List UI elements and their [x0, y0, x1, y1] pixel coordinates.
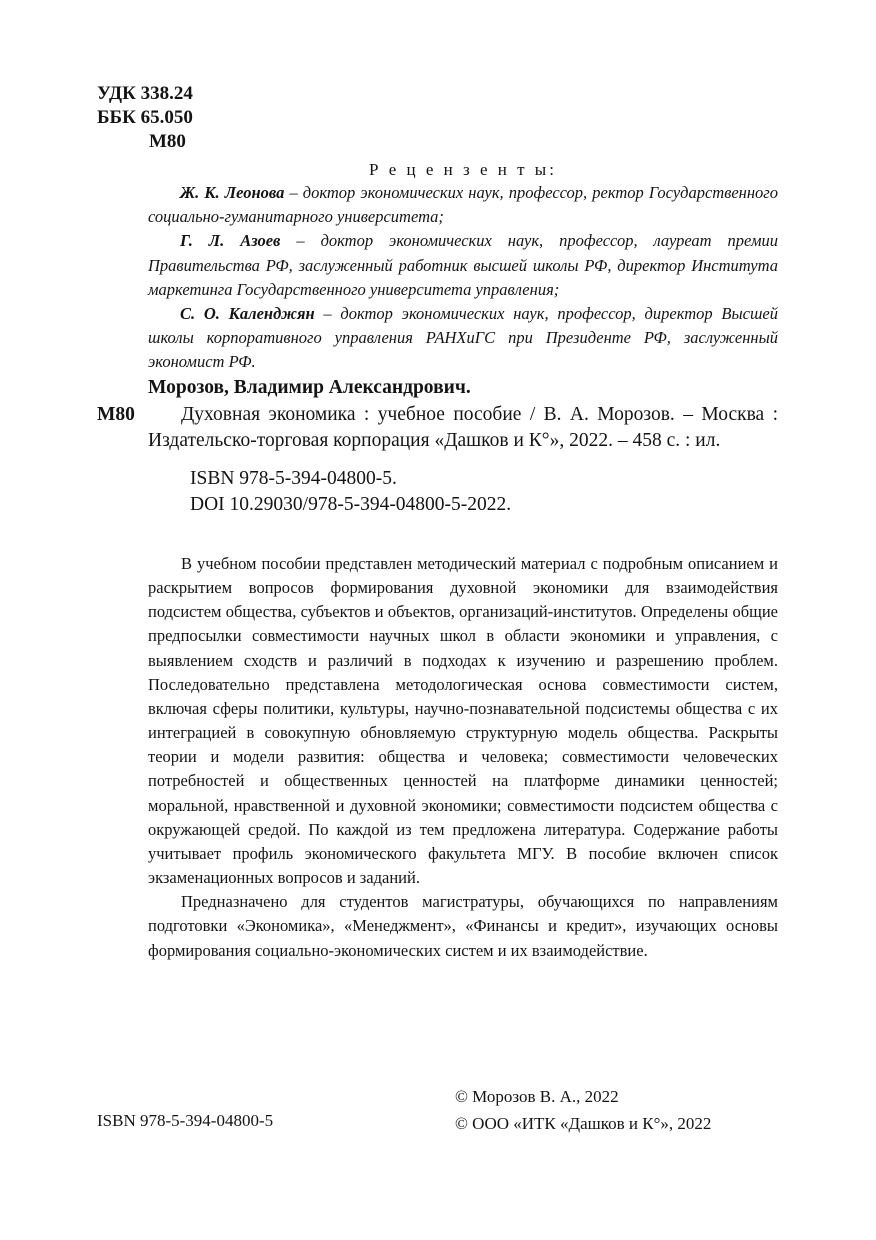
annotation-audience-paragraph: Предназначено для студентов магистратуры, обучающихся по направлениям подготовки «Экономика», «Менеджмент», «Финансы и кредит», изучающих основы формирования социально-экономических систем и их взаимодействие. [148, 892, 778, 960]
reviewer-name: Ж. К. Леонова [180, 183, 285, 202]
reviewer-entry [148, 229, 778, 302]
book-doi: DOI 10.29030/978-5-394-04800-5-2022. [190, 494, 512, 515]
book-annotation [148, 552, 778, 963]
reviewer-name: С. О. Календжян [180, 304, 315, 324]
reviewer-entry [148, 302, 778, 375]
reviewer-description: – доктор экономических наук, профессор, ректор Государственного социально-гуманитарного университета; [148, 183, 778, 227]
bibliographic-record [97, 374, 778, 518]
udk-code: УДК 338.24 [97, 83, 193, 104]
reviewer-description: – доктор экономических наук, профессор, лауреат премии Правительства РФ, заслуженный работник высшей школы РФ, директор Института маркетинга Государственного университета управления; [148, 231, 778, 299]
book-author: Морозов, Владимир Александрович. [148, 377, 471, 398]
book-isbn: ISBN 978-5-394-04800-5. [190, 468, 397, 489]
copyright-publisher: © ООО «ИТК «Дашков и К°», 2022 [455, 1114, 712, 1133]
copyright-block [455, 1083, 711, 1137]
entry-author-sign: М80 [97, 404, 135, 425]
reviewer-entry [148, 181, 778, 229]
author-sign-code: М80 [149, 131, 186, 152]
book-title-text: Духовная экономика : учебное пособие / В. А. Морозов. – Москва : Издательско-торговая корпорация «Дашков и К°», 2022. – 458 с. : ил. [148, 404, 778, 451]
reviewers-heading: Р е ц е н з е н т ы: [369, 160, 557, 179]
classification-codes [97, 82, 193, 154]
bbk-code: ББК 65.050 [97, 107, 193, 128]
footer-isbn: ISBN 978-5-394-04800-5 [97, 1111, 274, 1130]
reviewer-name: Г. Л. Азоев [180, 231, 281, 251]
book-title-entry [97, 402, 778, 454]
annotation-paragraph: В учебном пособии представлен методический материал с подробным описанием и раскрытием вопросов формирования духовной экономики для взаимодействия подсистем общества, субъектов и объектов, организаций-институтов. Определены общие предпосылки совместимости научных школ в области экономики и управления, с выявлением сходств и различий в подходах к изучению и разрешению проблем. Последовательно представлена методологическая основа совместимости систем, включая сферы политики, культуры, научно-познавательной подсистемы общества с их интеграцией в совокупную обновляемую структурную модель общества. Раскрыты теории и модели развития: общества и человека; совместимости человеческих потребностей и общественных ценностей на платформе динамики ценностей; моральной, нравственной и духовной экономики; совместимости подсистем общества с окружающей средой. По каждой из тем предложена литература. Содержание работы учитывает профиль экономического факультета МГУ. В пособие включен список экзаменационных вопросов и заданий. [148, 554, 778, 888]
copyright-author: © Морозов В. А., 2022 [455, 1087, 619, 1106]
reviewers-list [148, 181, 778, 375]
book-identifiers [190, 466, 778, 518]
reviewer-description: – доктор экономических наук, профессор, директор Высшей школы корпоративного управления РАНХиГС при Президенте РФ, заслуженный экономист РФ. [148, 304, 778, 372]
